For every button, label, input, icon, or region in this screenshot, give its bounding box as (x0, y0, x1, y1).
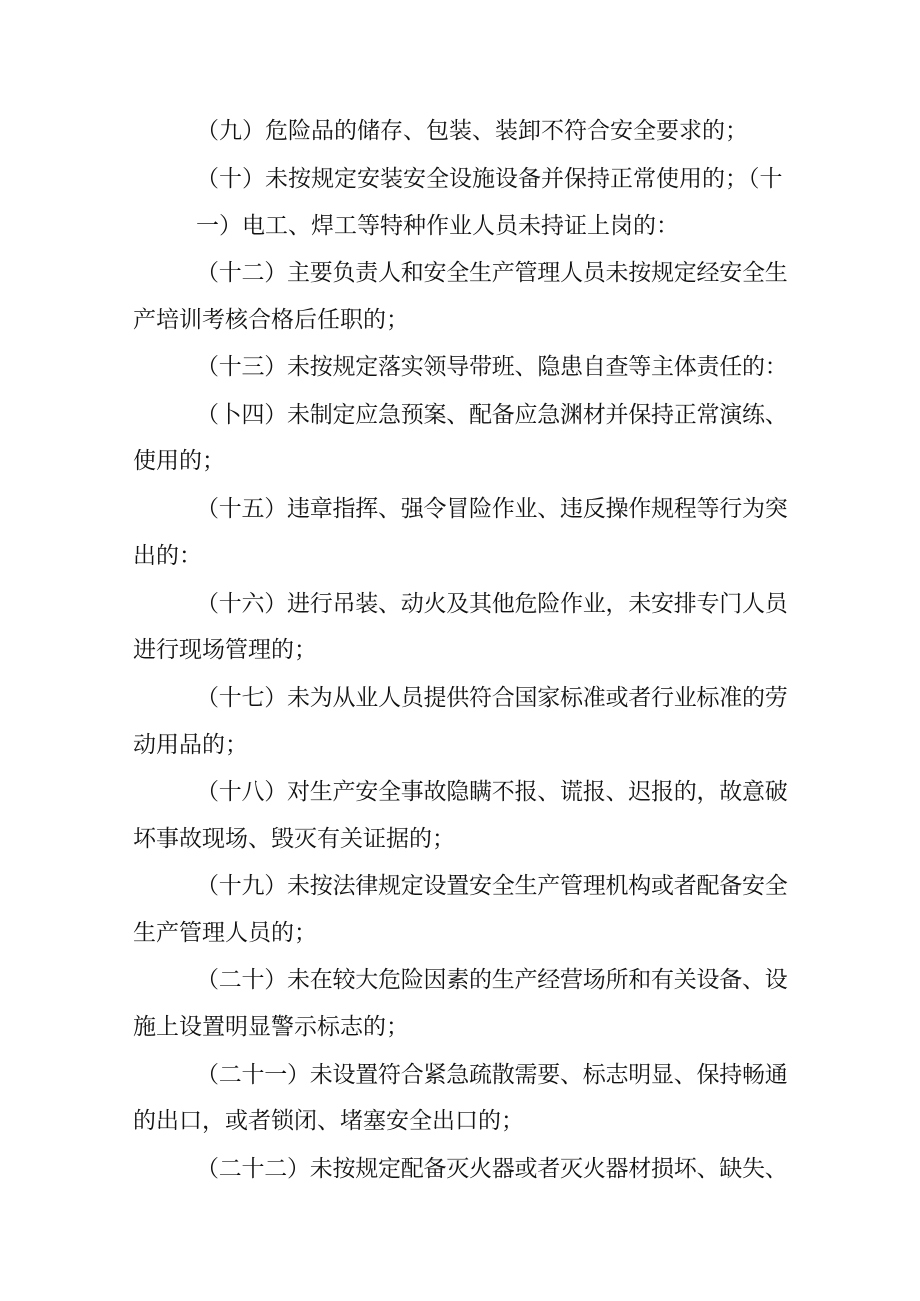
line-item-16: （十六）进行吊装、动火及其他危险作业，未安排专门人员 (196, 591, 788, 617)
line-item-12-cont: 产培训考核合格后任职的； (133, 307, 409, 333)
line-item-19: （十九）未按法律规定设置安全生产管理机构或者配备安全 (196, 873, 788, 899)
line-item-9: （九）危险品的储存、包装、装卸不符合安全要求的； (196, 118, 748, 144)
line-item-21: （二十一）未设置符合紧急疏散需要、标志明显、保持畅通 (196, 1062, 788, 1088)
line-item-20: （二十）未在较大危险因素的生产经营场所和有关设备、设 (196, 967, 788, 993)
line-item-14-cont: 使用的； (133, 448, 225, 474)
line-item-17-cont: 动用品的； (133, 732, 248, 758)
line-item-15: （十五）违章指挥、强令冒险作业、违反操作规程等行为突 (196, 496, 788, 522)
line-item-21-cont: 的出口，或者锁闭、堵塞安全出口的； (133, 1108, 524, 1134)
line-item-18-cont: 坏事故现场、毁灭有关证据的； (133, 826, 455, 852)
line-item-16-cont: 进行现场管理的； (133, 637, 317, 663)
line-item-14: （卜四）未制定应急预案、配备应急渊材并保持正常演练、 (196, 402, 788, 428)
line-item-10: （十）未按规定安装安全设施设备并保持正常使用的；（十 (196, 166, 783, 192)
line-item-17: （十七）未为从业人员提供符合国家标准或者行业标准的劳 (196, 685, 788, 711)
line-item-12: （十二）主要负责人和安全生产管理人员未按规定经安全生 (196, 260, 788, 286)
line-item-13: （十三）未按规定落实领导带班、隐患自查等主体责任的： (196, 354, 788, 380)
line-item-22: （二十二）未按规定配备灭火器或者灭火器材损坏、缺失、 (196, 1156, 788, 1182)
line-item-20-cont: 施上设置明显警示标志的； (133, 1014, 409, 1040)
line-item-19-cont: 生产管理人员的； (133, 920, 317, 946)
line-item-15-cont: 出的： (133, 543, 202, 569)
line-item-18: （十八）对生产安全事故隐瞒不报、谎报、迟报的，故意破 (196, 779, 788, 805)
line-item-11: 一）电工、焊工等特种作业人员未持证上岗的： (196, 213, 679, 239)
